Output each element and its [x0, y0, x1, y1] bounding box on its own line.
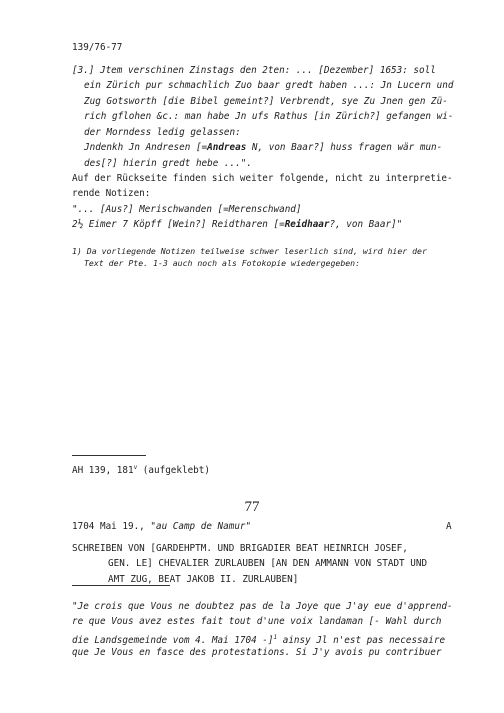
letter-text: die Landsgemeinde vom 4. Mai 1704 -] — [72, 635, 274, 646]
source-tail: (aufgeklebt) — [137, 465, 210, 476]
verso-line: Auf der Rückseite finden sich weiter folgende, nicht zu interpretie- — [72, 173, 453, 184]
entry-date: 1704 Mai 19., — [72, 521, 151, 532]
verso-bold-name: Reidhaar — [284, 219, 330, 230]
source-text: AH 139, 181 — [72, 465, 134, 476]
note-line: des[?] hierin gredt hebe ...". — [84, 158, 252, 169]
entry-heading-line: GEN. LE] CHEVALIER ZURLAUBEN [AN DEN AMMANN VON STADT UND — [108, 558, 428, 569]
footnote-line: Text der Pte. 1-3 auch noch als Fotokopie wiedergegeben: — [84, 258, 361, 268]
note-line — [84, 140, 442, 155]
page-number: 77 — [244, 499, 260, 515]
source-superscript: v — [133, 464, 138, 471]
letter-line: re que Vous avez estes fait tout d'une voix landaman [- Wahl durch — [72, 616, 442, 627]
note-line: Zug Gotsworth [die Bibel gemeint?] Verbrendt, sye Zu Jnen gen Zü- — [84, 96, 448, 107]
note-text: Jndenkh Jn Andresen [= — [84, 142, 208, 153]
page-reference: 139/76-77 — [72, 42, 123, 53]
note-line: rich gflohen &c.: man habe Jn ufs Rathus [in Zürich?] gefangen wi- — [84, 111, 454, 122]
entry-dateline — [72, 519, 251, 534]
note-text: N, von Baar?] huss fragen wär mun- — [246, 142, 443, 153]
letter-line: que Je Vous en fasce des protestations. Si J'y avois pu contribuer — [72, 647, 442, 658]
entry-heading-line: AMT ZUG, BEAT JAKOB II. ZURLAUBEN] — [108, 574, 299, 585]
entry-heading-line: SCHREIBEN VON [GARDEHPTM. UND BRIGADIER BEAT HEINRICH JOSEF, — [72, 543, 408, 554]
verso-line — [72, 217, 402, 232]
verso-text: 2½ Eimer 7 Köpff [Wein?] Reidtharen [= — [72, 219, 285, 230]
footnote-separator — [72, 455, 146, 456]
note-line: der Morndess ledig gelassen: — [84, 127, 241, 138]
letter-text: ainsy Jl n'est pas necessaire — [277, 635, 446, 646]
heading-separator — [72, 585, 170, 586]
note-line: [3.] Jtem verschinen Zinstags den 2ten: ... [Dezember] 1653: soll — [72, 65, 436, 76]
letter-footnote-ref: 1 — [273, 634, 278, 641]
note-bold-name: Andreas — [207, 142, 247, 153]
entry-place: "au Camp de Namur" — [150, 521, 252, 532]
footnote-line: 1) Da vorliegende Notizen teilweise schwer leserlich sind, wird hier der — [72, 246, 427, 256]
entry-marker: A — [446, 521, 452, 532]
verso-line: "... [Aus?] Merischwanden [=Merenschwand] — [72, 204, 302, 215]
source-note — [72, 460, 210, 478]
letter-line: "Je crois que Vous ne doubtez pas de la Joye que J'ay eue d'apprend- — [72, 601, 453, 612]
verso-line: rende Notizen: — [72, 188, 151, 199]
verso-text: ?, von Baar]" — [329, 219, 403, 230]
note-line: ein Zürich pur schmachlich Zuo baar gredt haben ...: Jn Lucern und — [84, 80, 454, 91]
